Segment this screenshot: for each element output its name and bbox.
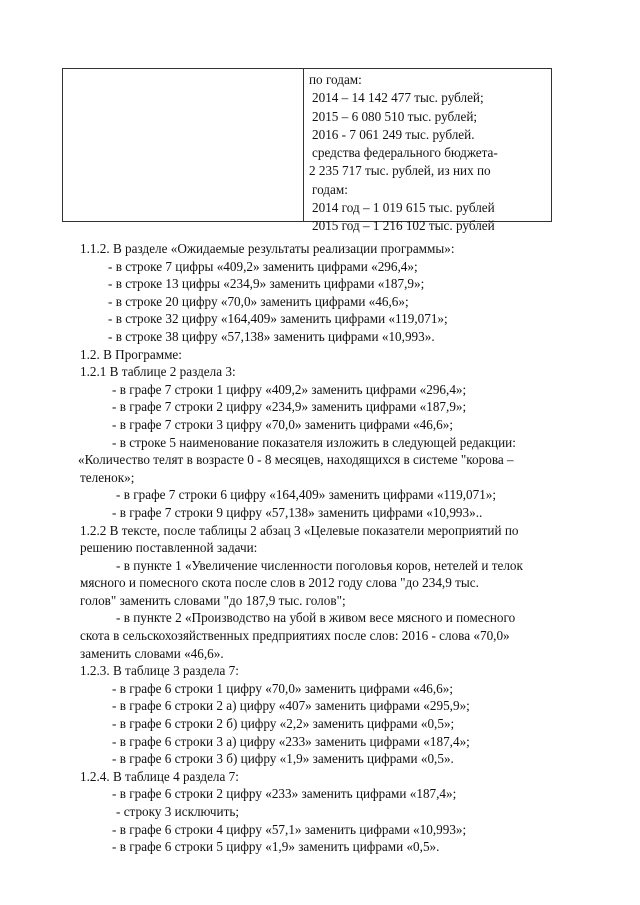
list-item: - в графе 7 строки 6 цифру «164,409» заменить цифрами «119,071»; [116, 487, 497, 503]
section-heading: 1.2.3. В таблице 3 раздела 7: [80, 663, 239, 679]
list-item: - в графе 6 строки 5 цифру «1,9» заменить цифрами «0,5». [112, 839, 440, 855]
table-line: 2016 - 7 061 249 тыс. рублей. [312, 126, 475, 142]
paragraph-line: голов" заменить словами "до 187,9 тыс. голов"; [80, 592, 346, 608]
section-heading: 1.2.4. В таблице 4 раздела 7: [80, 768, 239, 784]
paragraph-line: «Количество телят в возрасте 0 - 8 месяцев, находящихся в системе "корова – [78, 452, 514, 468]
list-item: - в графе 7 строки 3 цифру «70,0» заменить цифрами «46,6»; [112, 416, 453, 432]
document-body [80, 240, 575, 856]
paragraph-line: - в пункте 2 «Производство на убой в живом весе мясного и помесного [116, 610, 516, 626]
table-line: 2014 – 14 142 477 тыс. рублей; [312, 90, 484, 106]
table-right-cell [309, 71, 549, 236]
list-item: - в графе 6 строки 2 цифру «233» заменить цифрами «187,4»; [112, 786, 457, 802]
paragraph-line: скота в сельскохозяйственных предприятиях после слов: 2016 - слова «70,0» [80, 628, 510, 644]
list-item: - в строке 7 цифры «409,2» заменить цифрами «296,4»; [108, 258, 418, 274]
section-heading: 1.2.1 В таблице 2 раздела 3: [80, 364, 236, 380]
paragraph-line: решению поставленной задачи: [80, 540, 258, 556]
list-item: - в строке 5 наименование показателя изложить в следующей редакции: [112, 434, 516, 450]
table-line: 2014 год – 1 019 615 тыс. рублей [312, 200, 495, 216]
paragraph-line: мясного и помесного скота после слов в 2012 году слова "до 234,9 тыс. [80, 575, 479, 591]
list-item: - в графе 6 строки 4 цифру «57,1» заменить цифрами «10,993»; [112, 821, 467, 837]
table-line: 2015 год – 1 216 102 тыс. рублей [312, 218, 495, 234]
table-line: по годам: [309, 72, 362, 87]
list-item: - в строке 20 цифру «70,0» заменить цифрами «46,6»; [108, 293, 409, 309]
paragraph-line: заменить словами «46,6». [80, 645, 224, 661]
table-fragment [62, 68, 552, 234]
list-item: - в графе 6 строки 3 а) цифру «233» заменить цифрами «187,4»; [112, 733, 470, 749]
list-item: - в графе 7 строки 9 цифру «57,138» заменить цифрами «10,993».. [112, 504, 483, 520]
list-item: - в строке 38 цифру «57,138» заменить цифрами «10,993». [108, 328, 435, 344]
table-line: годам: [312, 181, 348, 197]
section-heading: 1.2. В Программе: [80, 346, 182, 362]
list-item: - в графе 6 строки 3 б) цифру «1,9» заменить цифрами «0,5». [112, 751, 454, 767]
table-line: 2015 – 6 080 510 тыс. рублей; [312, 108, 478, 124]
section-heading: 1.1.2. В разделе «Ожидаемые результаты реализации программы»: [80, 241, 455, 256]
list-item: - строку 3 исключить; [116, 804, 240, 819]
list-item: - в графе 6 строки 1 цифру «70,0» заменить цифрами «46,6»; [112, 680, 453, 696]
table-line: 2 235 717 тыс. рублей, из них по [309, 163, 491, 179]
list-item: - в графе 6 строки 2 б) цифру «2,2» заменить цифрами «0,5»; [112, 716, 455, 732]
table-line: средства федерального бюджета- [312, 145, 498, 161]
paragraph-line: - в пункте 1 «Увеличение численности поголовья коров, нетелей и телок [116, 557, 523, 573]
list-item: - в графе 7 строки 1 цифру «409,2» заменить цифрами «296,4»; [112, 381, 467, 397]
list-item: - в строке 13 цифры «234,9» заменить цифрами «187,9»; [108, 276, 425, 292]
section-heading: 1.2.2 В тексте, после таблицы 2 абзац 3 «Целевые показатели мероприятий по [80, 522, 519, 538]
paragraph-line: теленок»; [80, 469, 135, 485]
list-item: - в графе 7 строки 2 цифру «234,9» заменить цифрами «187,9»; [112, 399, 467, 415]
table-left-cell [63, 69, 304, 221]
list-item: - в строке 32 цифру «164,409» заменить цифрами «119,071»; [108, 311, 448, 327]
list-item: - в графе 6 строки 2 а) цифру «407» заменить цифрами «295,9»; [112, 698, 470, 714]
